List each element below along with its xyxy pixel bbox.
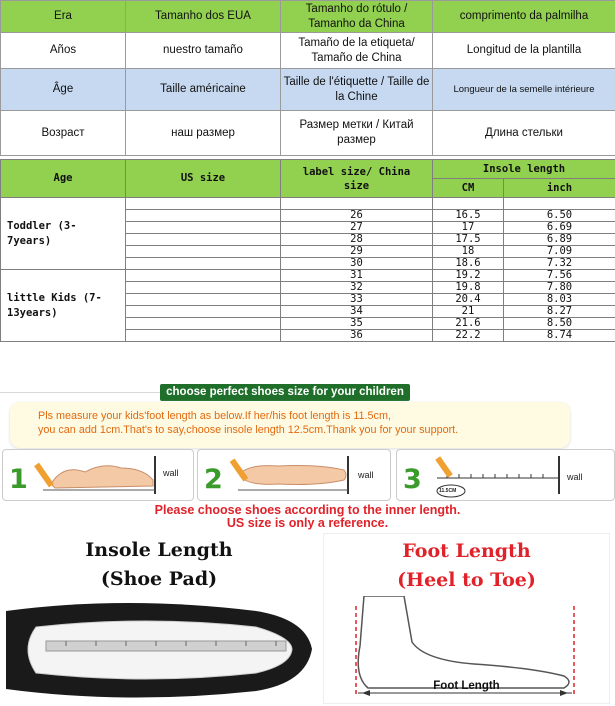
header-cell: Длина стельки <box>433 111 615 156</box>
us-size-header: US size <box>126 160 281 198</box>
step-1 <box>2 449 194 501</box>
size-table-body <box>1 198 615 342</box>
insole-cm-cell <box>433 198 504 210</box>
french-row <box>1 69 615 111</box>
label-size-cell: 32 <box>281 282 433 294</box>
inner-length-warning <box>0 504 615 530</box>
label-size-cell: 36 <box>281 330 433 342</box>
warning-line-1: Please choose shoes according to the inner length. <box>0 504 615 517</box>
insole-inch-cell: 8.74 <box>504 330 615 342</box>
insole-cm-cell: 20.4 <box>433 294 504 306</box>
us-size-cell <box>126 282 281 294</box>
insole-length-panel <box>6 533 312 702</box>
portuguese-row <box>1 1 615 33</box>
header-cell: Возраст <box>1 111 126 156</box>
label-size-cell: 29 <box>281 246 433 258</box>
header-cell: comprimento da palmilha <box>433 1 615 33</box>
guide-note <box>38 409 568 437</box>
insole-inch-cell: 7.56 <box>504 270 615 282</box>
header-cell: Era <box>1 1 126 33</box>
us-size-cell <box>126 330 281 342</box>
header-cell: Âge <box>1 69 126 111</box>
insole-inch-cell: 6.50 <box>504 210 615 222</box>
age-group-cell: little Kids (7-13years) <box>1 270 126 342</box>
us-size-cell <box>126 318 281 330</box>
language-header-table <box>0 0 615 156</box>
cm-header: CM <box>433 179 504 198</box>
wall-label: wall <box>163 468 179 478</box>
insole-cm-cell: 19.2 <box>433 270 504 282</box>
insole-cm-cell: 21.6 <box>433 318 504 330</box>
label-size-cell: 28 <box>281 234 433 246</box>
guide-line-1: Pls measure your kids'foot length as below.If her/his foot length is 11.5cm, <box>38 409 568 423</box>
foot-length-panel <box>323 533 610 704</box>
insole-inch-cell: 8.03 <box>504 294 615 306</box>
header-cell: Longitud de la plantilla <box>433 33 615 69</box>
header-cell: Taille de l'étiquette / Taille de la Chine <box>281 69 433 111</box>
size-row <box>1 270 615 282</box>
insole-cm-cell: 16.5 <box>433 210 504 222</box>
label-size-cell: 33 <box>281 294 433 306</box>
us-size-cell <box>126 198 281 210</box>
header-cell: наш размер <box>126 111 281 156</box>
spanish-row <box>1 33 615 69</box>
header-cell: Longueur de la semelle intérieure <box>433 69 615 111</box>
insole-length-header: Insole length <box>433 160 615 179</box>
header-cell: Tamanho do rótulo / Tamanho da China <box>281 1 433 33</box>
us-size-cell <box>126 210 281 222</box>
header-cell: Tamanho dos EUA <box>126 1 281 33</box>
us-size-cell <box>126 294 281 306</box>
us-size-cell <box>126 222 281 234</box>
insole-inch-cell: 7.32 <box>504 258 615 270</box>
label-size-cell: 31 <box>281 270 433 282</box>
insole-inch-cell: 7.80 <box>504 282 615 294</box>
label-size-cell: 35 <box>281 318 433 330</box>
guide-line-2: you can add 1cm.That's to say,choose insole length 12.5cm.Thank you for your support. <box>38 423 568 437</box>
us-size-cell <box>126 246 281 258</box>
ruler-label: 11.5CM <box>439 488 456 494</box>
insole-cm-cell: 18.6 <box>433 258 504 270</box>
label-size-cell: 34 <box>281 306 433 318</box>
insole-title: Insole Length <box>6 537 312 563</box>
foot-title: Foot Length <box>324 538 609 564</box>
russian-row <box>1 111 615 156</box>
header-cell: Tamaño de la etiqueta/ Tamaño de China <box>281 33 433 69</box>
insole-measure-photo <box>6 599 312 699</box>
step-2 <box>197 449 391 501</box>
wall-label: wall <box>358 470 374 480</box>
insole-cm-cell: 17 <box>433 222 504 234</box>
us-size-cell <box>126 270 281 282</box>
insole-inch-cell: 7.09 <box>504 246 615 258</box>
label-size-cell <box>281 198 433 210</box>
age-header: Age <box>1 160 126 198</box>
step-3 <box>396 449 615 501</box>
guide-title: choose perfect shoes size for your children <box>160 384 410 401</box>
foot-length-caption: Foot Length <box>324 680 609 692</box>
size-row <box>1 198 615 210</box>
measure-steps <box>0 449 615 504</box>
label-size-header: label size/ China size <box>281 160 433 198</box>
insole-cm-cell: 18 <box>433 246 504 258</box>
step-number: 2 <box>204 464 223 495</box>
insole-cm-cell: 19.8 <box>433 282 504 294</box>
foot-subtitle: (Heel to Toe) <box>324 567 609 593</box>
size-chart-table <box>0 159 615 342</box>
divider <box>0 392 160 393</box>
size-table-header <box>1 160 615 179</box>
label-size-cell: 26 <box>281 210 433 222</box>
label-size-cell: 27 <box>281 222 433 234</box>
insole-cm-cell: 21 <box>433 306 504 318</box>
inch-header: inch <box>504 179 615 198</box>
insole-subtitle: (Shoe Pad) <box>6 566 312 592</box>
insole-inch-cell: 8.50 <box>504 318 615 330</box>
label-size-cell: 30 <box>281 258 433 270</box>
warning-line-2: US size is only a reference. <box>0 517 615 530</box>
step-number: 1 <box>9 464 28 495</box>
insole-cm-cell: 22.2 <box>433 330 504 342</box>
wall-label: wall <box>567 472 583 482</box>
us-size-cell <box>126 306 281 318</box>
insole-inch-cell: 8.27 <box>504 306 615 318</box>
insole-inch-cell <box>504 198 615 210</box>
header-cell: Años <box>1 33 126 69</box>
header-cell: nuestro tamaño <box>126 33 281 69</box>
us-size-cell <box>126 258 281 270</box>
age-group-cell: Toddler (3-7years) <box>1 198 126 270</box>
header-cell: Размер метки / Китай размер <box>281 111 433 156</box>
insole-inch-cell: 6.89 <box>504 234 615 246</box>
insole-inch-cell: 6.69 <box>504 222 615 234</box>
step-number: 3 <box>403 464 422 495</box>
us-size-cell <box>126 234 281 246</box>
insole-cm-cell: 17.5 <box>433 234 504 246</box>
header-cell: Taille américaine <box>126 69 281 111</box>
